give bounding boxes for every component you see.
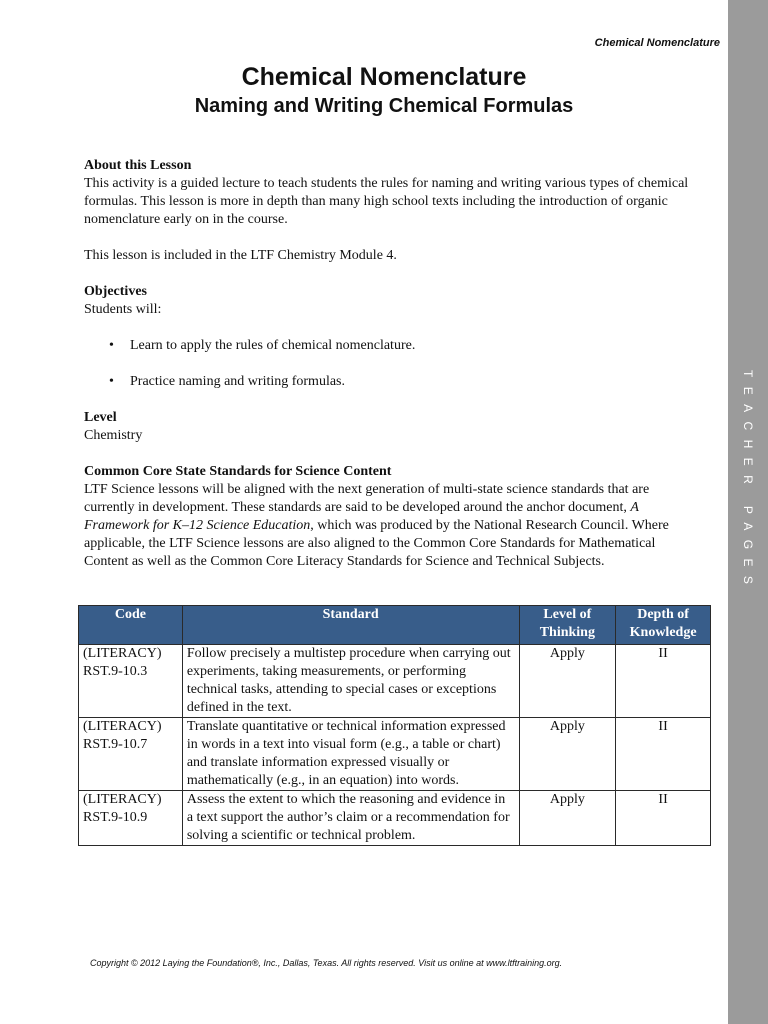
depth-cell: II xyxy=(616,718,711,791)
code-category: (LITERACY) xyxy=(83,719,162,734)
table-row xyxy=(79,791,711,846)
header-level-of-thinking: Level of Thinking xyxy=(519,606,616,645)
standards-text-after: , which was produced by the National Research Council. Where applicable, the LTF Science lessons are also aligned to the Common Core Standards for Mathematical Content as well as the Common Core Literacy Standards for Science and Technical Subjects. xyxy=(84,518,669,569)
depth-cell: II xyxy=(616,791,711,846)
objective-item xyxy=(84,337,690,355)
code-cell xyxy=(79,718,183,791)
table-row xyxy=(79,645,711,718)
header-code: Code xyxy=(79,606,183,645)
standard-cell: Follow precisely a multistep procedure when carrying out experiments, taking measurements, or performing technical tasks, attending to special cases or exceptions defined in the text. xyxy=(182,645,519,718)
code-cell xyxy=(79,645,183,718)
table-header-row xyxy=(79,606,711,645)
level-cell: Apply xyxy=(519,718,616,791)
code-cell xyxy=(79,791,183,846)
module-note: This lesson is included in the LTF Chemistry Module 4. xyxy=(84,248,397,263)
depth-cell: II xyxy=(616,645,711,718)
standards-paragraph xyxy=(84,481,690,571)
level-value: Chemistry xyxy=(84,428,143,443)
standards-table xyxy=(78,605,711,846)
objective-text: Practice naming and writing formulas. xyxy=(130,374,345,389)
objectives-heading: Objectives xyxy=(84,284,147,299)
code-category: (LITERACY) xyxy=(83,646,162,661)
sidebar-label: TEACHER PAGES xyxy=(741,370,755,594)
page-title: Chemical Nomenclature xyxy=(241,63,527,91)
standards-heading: Common Core State Standards for Science Content xyxy=(84,464,392,479)
header-depth-of-knowledge: Depth of Knowledge xyxy=(616,606,711,645)
code-category: (LITERACY) xyxy=(83,792,162,807)
objective-text: Learn to apply the rules of chemical nomenclature. xyxy=(130,338,416,353)
running-header: Chemical Nomenclature xyxy=(594,37,720,49)
copyright-footer: Copyright © 2012 Laying the Foundation®, Inc., Dallas, Texas. All rights reserved. Visit us online at www.ltftraining.org. xyxy=(90,958,563,968)
level-cell: Apply xyxy=(519,645,616,718)
standards-text-before: LTF Science lessons will be aligned with the next generation of multi-state science standards that are currently in development. These standards are said to be developed around the anchor document, xyxy=(84,482,650,515)
standard-cell: Assess the extent to which the reasoning and evidence in a text support the author’s claim or a recommendation for solving a scientific or technical problem. xyxy=(182,791,519,846)
bullet-icon: • xyxy=(109,374,114,389)
code-id: RST.9-10.9 xyxy=(83,810,148,825)
page-subtitle: Naming and Writing Chemical Formulas xyxy=(194,95,574,117)
bullet-icon: • xyxy=(109,338,114,353)
objective-item xyxy=(84,373,690,391)
framework-title: A Framework for K–12 Science Education xyxy=(84,500,639,533)
table-row xyxy=(79,718,711,791)
about-paragraph: This activity is a guided lecture to teach students the rules for naming and writing various types of chemical formulas. This lesson is more in depth than many high school texts including the introduction of organic nomenclature early on in the course. xyxy=(84,176,689,227)
header-standard: Standard xyxy=(182,606,519,645)
code-id: RST.9-10.7 xyxy=(83,737,148,752)
about-heading: About this Lesson xyxy=(84,158,192,173)
standard-cell: Translate quantitative or technical information expressed in words in a text into visual form (e.g., a table or chart) and translate information expressed visually or mathematically (e.g., in an equation) into words. xyxy=(182,718,519,791)
lesson-content xyxy=(84,157,690,571)
objectives-list xyxy=(84,337,690,391)
level-heading: Level xyxy=(84,410,117,425)
level-cell: Apply xyxy=(519,791,616,846)
code-id: RST.9-10.3 xyxy=(83,664,148,679)
objectives-intro: Students will: xyxy=(84,302,162,317)
